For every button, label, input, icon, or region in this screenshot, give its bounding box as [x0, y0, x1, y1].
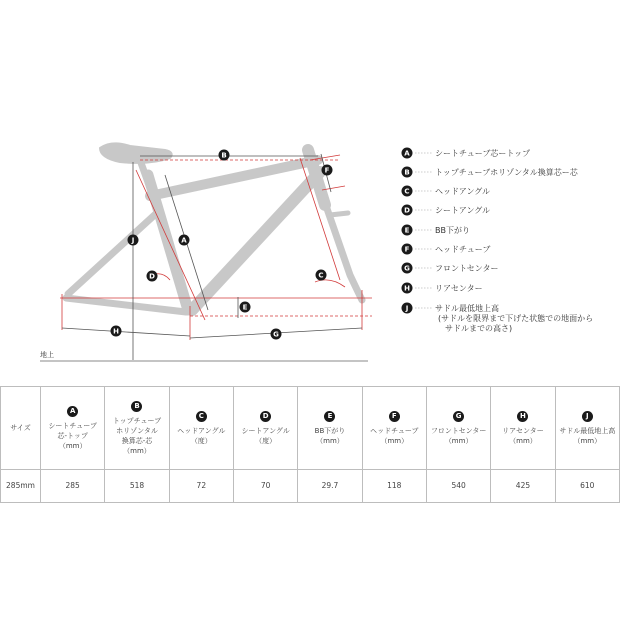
- frame-label-G: [271, 329, 282, 340]
- legend-item-J: [402, 303, 594, 334]
- svg-text:D: D: [404, 206, 410, 215]
- svg-text:J: J: [405, 304, 409, 313]
- header-label-A: シートチューブ 芯-トップ （mm）: [48, 421, 97, 450]
- header-label-H: リアセンター （mm）: [502, 426, 544, 445]
- legend-item-E: [402, 225, 470, 236]
- svg-text:リアセンター: リアセンター: [435, 284, 483, 293]
- header-label-F: ヘッドチューブ （mm）: [370, 426, 419, 445]
- value-G: 540: [426, 470, 490, 503]
- svg-text:シートアングル: シートアングル: [435, 206, 491, 215]
- legend-item-C: [402, 186, 491, 197]
- svg-text:A: A: [404, 149, 410, 158]
- frame-label-J: [128, 235, 139, 246]
- legend-item-A: [402, 148, 531, 159]
- header-cell-D: [233, 387, 297, 470]
- size-header: サイズ: [1, 387, 41, 470]
- down-tube: [192, 172, 320, 310]
- svg-text:G: G: [273, 330, 279, 339]
- legend-item-D: [402, 205, 491, 216]
- value-J: 610: [555, 470, 619, 503]
- badge-C: C: [196, 411, 207, 422]
- legend: [402, 148, 594, 334]
- svg-text:サドル最低地上高: サドル最低地上高: [435, 304, 499, 313]
- value-A: 285: [41, 470, 105, 503]
- svg-text:C: C: [318, 271, 324, 280]
- badge-E: E: [324, 411, 335, 422]
- value-H: 425: [491, 470, 555, 503]
- frame-label-H: [111, 326, 122, 337]
- header-label-G: フロントセンター （mm）: [430, 426, 487, 445]
- stem: [330, 213, 348, 215]
- header-cell-C: [169, 387, 233, 470]
- legend-item-F: [402, 244, 491, 255]
- legend-item-H: [402, 283, 483, 294]
- header-cell-G: [426, 387, 490, 470]
- svg-text:E: E: [242, 303, 248, 312]
- frame-label-A: [179, 235, 190, 246]
- svg-text:B: B: [221, 151, 227, 160]
- frame-label-B: [219, 150, 230, 161]
- legend-item-G: [402, 263, 499, 274]
- chain-stay: [66, 298, 186, 312]
- svg-text:A: A: [181, 236, 187, 245]
- badge-F: F: [389, 411, 400, 422]
- svg-text:F: F: [324, 166, 330, 175]
- header-cell-E: [298, 387, 362, 470]
- seat-stay: [68, 210, 160, 294]
- svg-text:J: J: [131, 236, 135, 245]
- bike-frame: [66, 143, 362, 312]
- header-cell-J: [555, 387, 619, 470]
- value-D: 70: [233, 470, 297, 503]
- badge-J: J: [582, 411, 593, 422]
- svg-text:シートチューブ芯ートップ: シートチューブ芯ートップ: [435, 149, 531, 158]
- ground-label: 地上: [40, 351, 54, 359]
- value-C: 72: [169, 470, 233, 503]
- svg-text:(サドルを限界まで下げた状態での地面から: (サドルを限界まで下げた状態での地面から: [438, 314, 594, 323]
- header-cell-F: [362, 387, 426, 470]
- frame-label-E: [240, 302, 251, 313]
- svg-text:トップチューブホリゾンタル換算芯ー芯: トップチューブホリゾンタル換算芯ー芯: [435, 168, 578, 177]
- header-cell-A: [41, 387, 105, 470]
- svg-text:ヘッドチューブ: ヘッドチューブ: [435, 245, 491, 254]
- header-cell-B: [105, 387, 169, 470]
- svg-text:ヘッドアングル: ヘッドアングル: [435, 187, 491, 196]
- header-cell-H: [491, 387, 555, 470]
- frame-label-C: [316, 270, 327, 281]
- badge-D: D: [260, 411, 271, 422]
- svg-text:D: D: [149, 272, 155, 281]
- svg-text:BB下がり: BB下がり: [435, 226, 470, 235]
- badge-B: B: [131, 401, 142, 412]
- svg-text:H: H: [404, 284, 410, 293]
- svg-text:C: C: [404, 187, 410, 196]
- header-label-D: シートアングル （度）: [241, 426, 290, 445]
- top-tube: [150, 160, 318, 196]
- table-row: [1, 470, 620, 503]
- badge-A: A: [67, 406, 78, 417]
- legend-item-B: [402, 167, 579, 178]
- frame-label-F: [322, 165, 333, 176]
- header-label-B: トップチューブ ホリゾンタル 換算芯-芯 （mm）: [112, 416, 162, 455]
- svg-text:B: B: [404, 168, 410, 177]
- value-E: 29.7: [298, 470, 362, 503]
- header-label-J: サドル最低地上高 （mm）: [559, 426, 616, 445]
- badge-H: H: [517, 411, 528, 422]
- geometry-spec-table: [0, 386, 620, 503]
- value-B: 518: [105, 470, 169, 503]
- svg-text:G: G: [404, 264, 410, 273]
- table-header-row: [1, 387, 620, 470]
- svg-text:H: H: [113, 327, 119, 336]
- badge-G: G: [453, 411, 464, 422]
- frame-label-D: [147, 271, 158, 282]
- header-label-C: ヘッドアングル （度）: [177, 426, 226, 445]
- value-F: 118: [362, 470, 426, 503]
- header-label-E: BB下がり （mm）: [314, 426, 346, 445]
- size-value: 285mm: [1, 470, 41, 503]
- svg-text:F: F: [404, 245, 410, 254]
- svg-text:サドルまでの高さ): サドルまでの高さ): [445, 324, 513, 333]
- svg-text:E: E: [404, 226, 410, 235]
- svg-text:フロントセンター: フロントセンター: [435, 264, 499, 273]
